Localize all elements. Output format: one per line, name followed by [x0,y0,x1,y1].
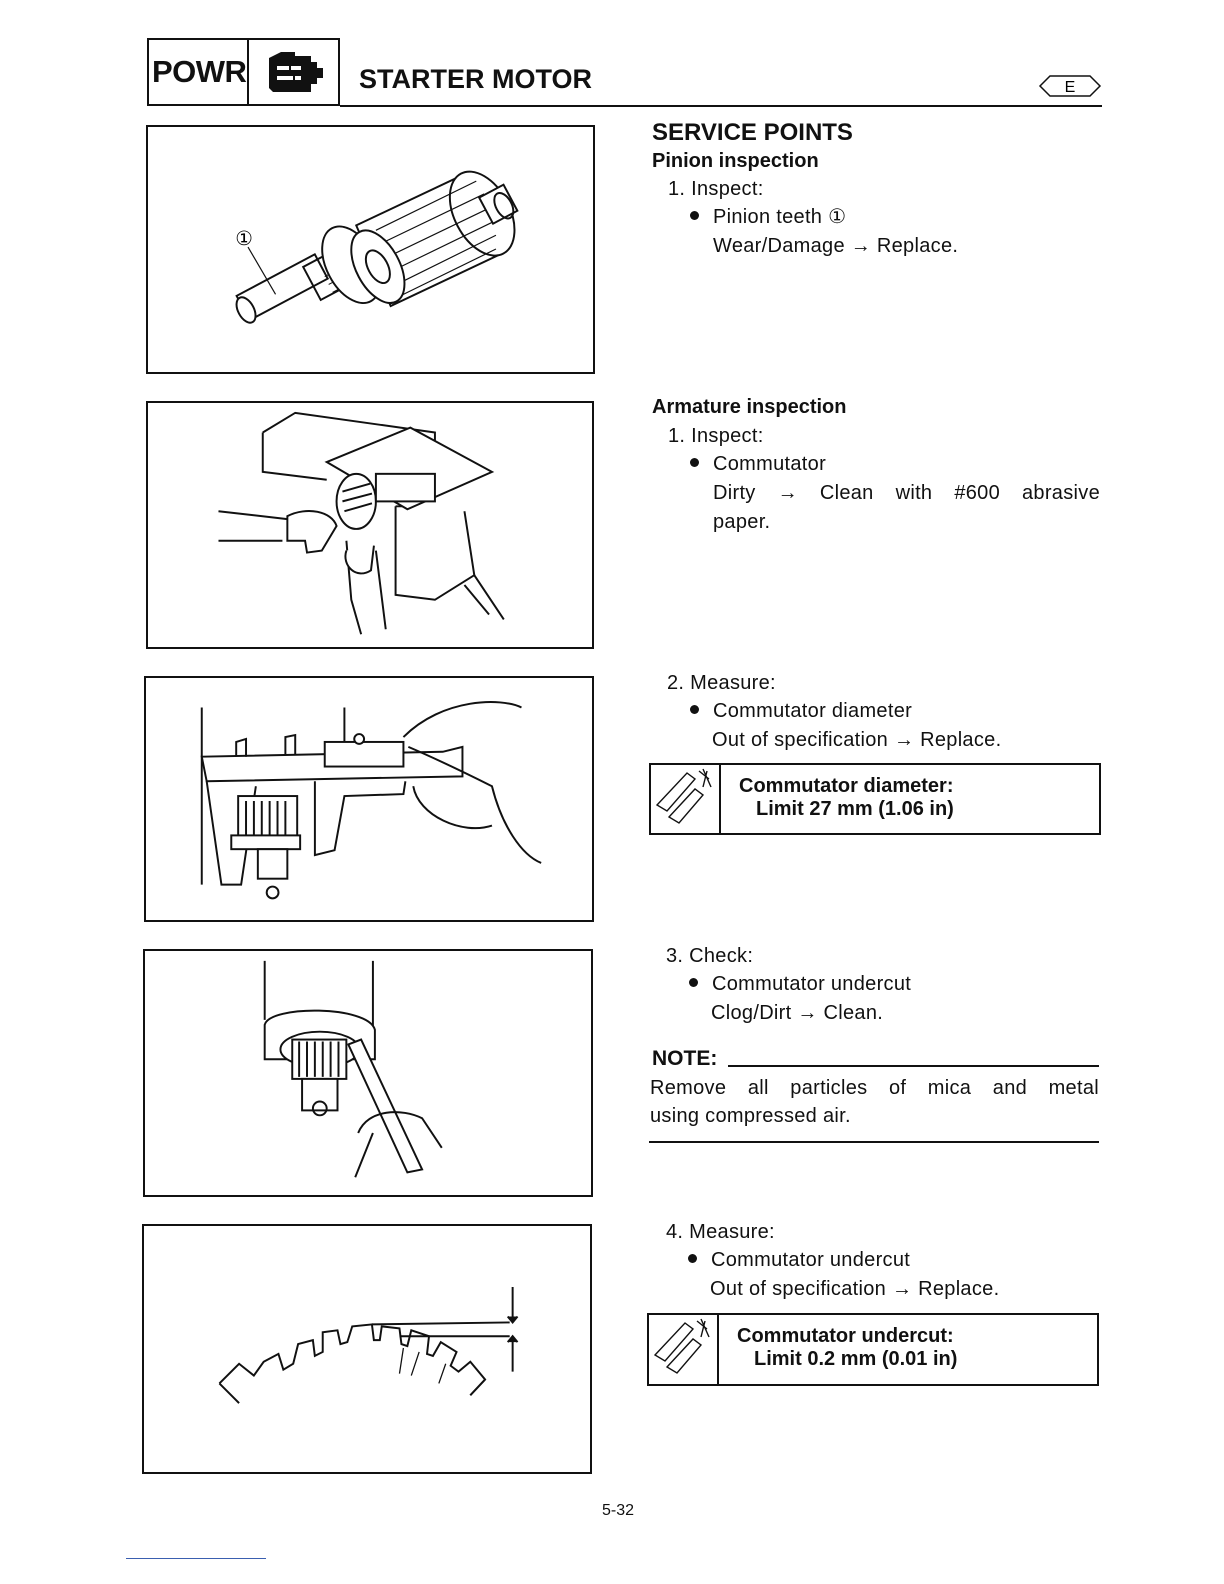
armature-item-1-detail-line2: paper. [713,511,771,533]
cleaning-illustration [148,403,592,647]
bullet-icon [689,978,698,987]
armature-item-2-text: Commutator diameter [713,700,913,722]
armature-item-3-detail: Clog/Dirt → Clean. [711,1002,884,1024]
header-rule [340,105,1102,107]
armature-item-1-text: Commutator [713,453,827,475]
callout-1: ① [235,227,253,251]
figure-caliper-diameter [144,676,594,922]
service-points-heading: SERVICE POINTS [652,119,853,146]
spec-box-diameter [649,763,1101,835]
section-badge-divider [247,40,249,104]
armature-item-4-text: Commutator undercut [711,1249,911,1271]
armature-item-3-text: Commutator undercut [712,973,912,995]
note-top-rule [728,1065,1099,1067]
armature-step-2: 2. Measure: [667,672,776,694]
language-badge-shape [1038,74,1102,98]
note-line1: Remove all particles of mica and metal [650,1077,1099,1099]
engine-icon [255,48,335,98]
page-number: 5-32 [602,1502,635,1519]
figure-commutator-cleaning [146,401,594,649]
note-label: NOTE: [652,1047,718,1070]
armature-item-4-detail: Out of specification → Replace. [710,1278,1000,1300]
armature-item-1-detail-line1: Dirty → Clean with #600 abrasive [713,482,1100,504]
undercut-measure-illustration [144,1226,590,1472]
spec-undercut-title: Commutator undercut: [737,1325,954,1347]
armature-inspection-heading: Armature inspection [652,396,847,418]
pinion-item-1-detail: Wear/Damage → Replace. [713,235,959,257]
spec-diameter-value: Limit 27 mm (1.06 in) [756,798,954,820]
note-bottom-rule [649,1141,1099,1143]
armature-step-3: 3. Check: [666,945,754,967]
bullet-icon [690,705,699,714]
section-code: POWR [152,54,247,89]
armature-item-4 [688,1246,910,1275]
figure-undercut-check [143,949,593,1197]
figure-armature-pinion [146,125,595,374]
caliper-icon [649,1315,719,1384]
armature-illustration [148,127,593,372]
armature-item-2-detail: Out of specification → Replace. [712,729,1002,751]
armature-step-1: 1. Inspect: [668,425,764,447]
language-code: E [1064,79,1076,96]
pinion-item-1 [690,203,846,232]
bullet-icon [690,458,699,467]
section-badge [147,38,340,106]
caliper-diameter-illustration [146,678,592,920]
figure-undercut-measure [142,1224,592,1474]
footer-line [126,1558,266,1559]
armature-item-2 [690,697,912,726]
pinion-step-1: 1. Inspect: [668,178,764,200]
spec-diameter-title: Commutator diameter: [739,775,954,797]
armature-step-4: 4. Measure: [666,1221,775,1243]
page-title: STARTER MOTOR [359,64,592,94]
armature-item-1 [690,450,826,479]
armature-item-3 [689,970,911,999]
spec-undercut-value: Limit 0.2 mm (0.01 in) [754,1348,958,1370]
spec-box-undercut [647,1313,1099,1386]
pinion-item-1-text: Pinion teeth ① [713,206,847,228]
bullet-icon [688,1254,697,1263]
caliper-icon-shape [649,1315,717,1384]
language-badge [1038,74,1102,98]
caliper-icon-shape [651,765,719,833]
bullet-icon [690,211,699,220]
pinion-inspection-heading: Pinion inspection [652,150,819,172]
undercut-check-illustration [145,951,591,1195]
caliper-icon [651,765,721,833]
note-line2: using compressed air. [650,1105,851,1127]
